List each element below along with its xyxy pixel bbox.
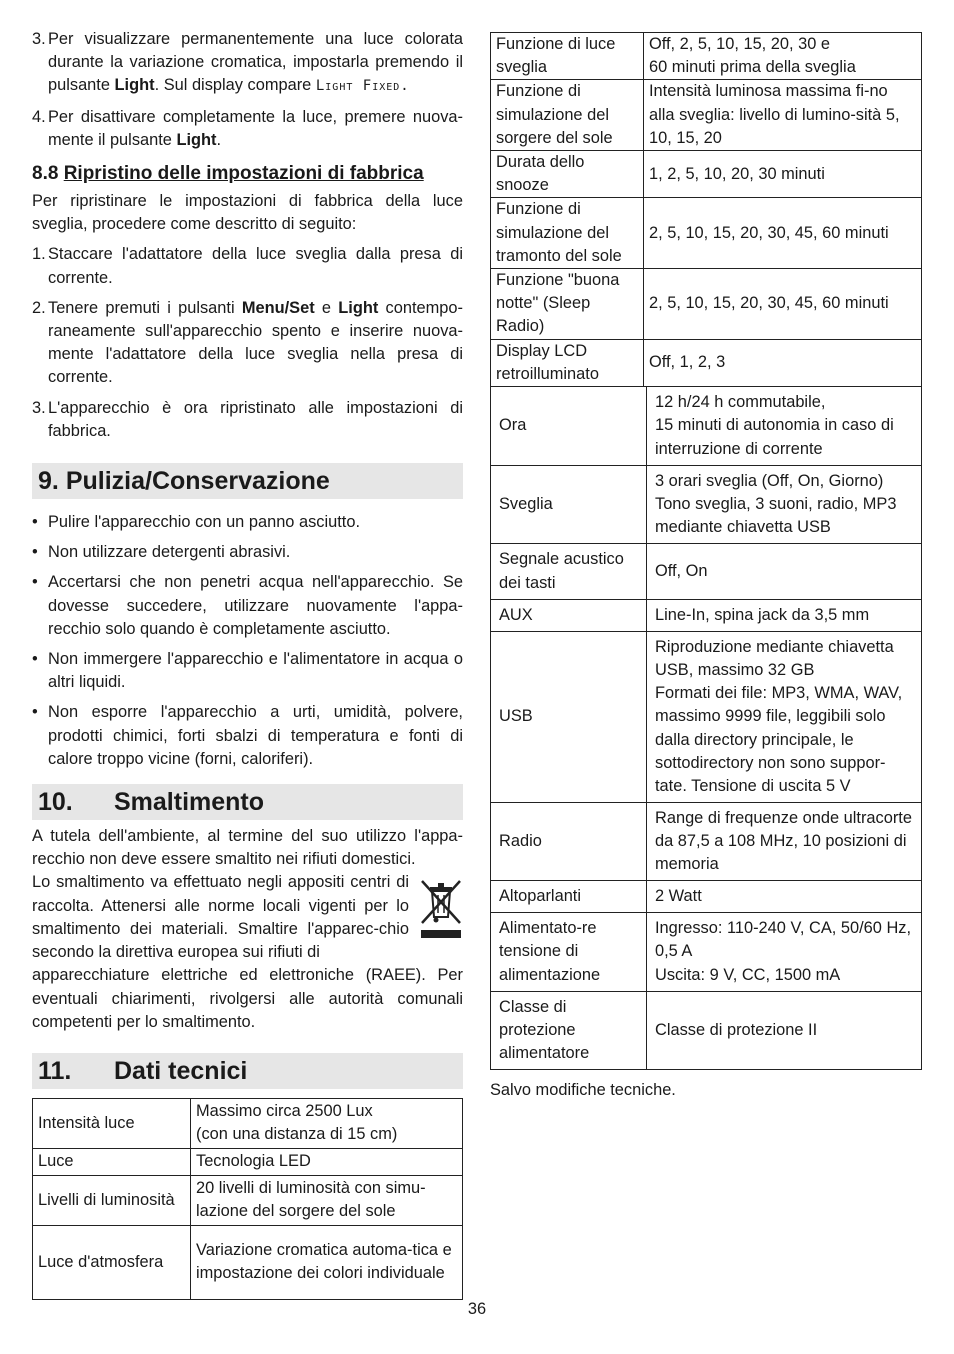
table-row: Radio Range di frequenze onde ultracorte da 87,5 a 108 MHz, 10 posizioni di memoria (491, 803, 922, 881)
list-item: 4. Per disattivare completamente la luce, premere nuova-mente il pulsante Light. (32, 106, 463, 152)
cleaning-bullets (32, 511, 463, 771)
page-number: 36 (467, 1300, 487, 1318)
table-row: Funzione di simulazione del tramonto del sole 2, 5, 10, 15, 20, 30, 45, 60 minuti (491, 198, 922, 269)
disposal-block (32, 871, 463, 964)
table-row: Intensità luce Massimo circa 2500 Lux (con una distanza di 15 cm) (33, 1098, 463, 1148)
table-row: Durata dello snooze 1, 2, 5, 10, 20, 30 minuti (491, 151, 922, 198)
tech-data-table-left (32, 1098, 463, 1300)
table-row: Alimentato-re tensione di alimentazione Ingresso: 110-240 V, CA, 50/60 Hz, 0,5 A Uscita: 9 V, CC, 1500 mA (491, 913, 922, 992)
section-8-8-heading: 8.8 Ripristino delle impostazioni di fabbrica (32, 163, 424, 185)
list-item: • Accertarsi che non penetri acqua nell'apparecchio. Se dovesse succedere, utilizzare nuovamente l'appa-recchio solo quando è completamente asciutto. (32, 573, 463, 638)
table-row: Altoparlanti 2 Watt (491, 881, 922, 913)
list-item: 3. L'apparecchio è ora ripristinato alle impostazioni di fabbrica. (32, 398, 463, 440)
table-row: Luce d'atmosfera Variazione cromatica automa-tica e impostazione dei colori individuale (33, 1225, 463, 1299)
table-row: Ora 12 h/24 h commutabile, 15 minuti di autonomia in caso di interruzione di corrente (491, 387, 922, 466)
list-item: 1. Staccare l'adattatore della luce sveglia dalla presa di corrente. (32, 245, 463, 287)
table-row: Display LCD retroilluminato Off, 1, 2, 3 (491, 339, 922, 386)
item-number: 4. (32, 107, 46, 126)
table-row: Funzione "buona notte" (Sleep Radio) 2, 5, 10, 15, 20, 30, 45, 60 minuti (491, 269, 922, 340)
list-item: • Pulire l'apparecchio con un panno asciutto. (32, 513, 361, 532)
technical-changes-note: Salvo modifiche tecniche. (490, 1081, 676, 1100)
light-button-name: Light (114, 76, 155, 95)
disposal-paragraph-2a: Lo smaltimento va effettuato negli appositi centri di raccolta. Attenersi alle norme locali vigenti per lo smaltimento dei materiali. Smaltire l'apparec-chio secondo la direttiva europea sui rifiuti di (32, 873, 409, 962)
table-row: Segnale acustico dei tasti Off, On (491, 544, 922, 600)
table-row: Funzione di simulazione del sorgere del sole Intensità luminosa massima fi-no alla sveglia: livello di lumino-sità 5, 10, 15, 20 (491, 80, 922, 151)
light-steps-list (32, 28, 463, 152)
table-row: Funzione di luce sveglia Off, 2, 5, 10, 15, 20, 30 e 60 minuti prima della sveglia (491, 33, 922, 80)
table-row: AUX Line-In, spina jack da 3,5 mm (491, 600, 922, 632)
left-column (32, 28, 463, 1300)
list-item: • Non esporre l'apparecchio a urti, umidità, polvere, prodotti chimici, forti sbalzi di temperatura e fonti di calore troppo vicine (forni, caloriferi). (32, 703, 463, 768)
section-11-heading: 11. Dati tecnici (32, 1053, 463, 1089)
lcd-display-text: Light Fixed. (315, 78, 410, 95)
weee-crossed-bin-icon (419, 877, 463, 939)
tech-data-table-right-2 (490, 386, 922, 1070)
disposal-paragraph-2b: apparecchiature elettriche ed elettroniche (RAEE). Per eventuali chiarimenti, rivolgersi alle autorità comunali competenti per lo smaltimento. (32, 966, 463, 1031)
disposal-paragraph-1: A tutela dell'ambiente, al termine del suo utilizzo l'appa-recchio non deve essere smaltito nei rifiuti domestici. (32, 827, 463, 869)
right-column (490, 32, 922, 1102)
table-row: USB Riproduzione mediante chiavetta USB, massimo 32 GB Formati dei file: MP3, WMA, WAV, massimo 9999 file, leggibili solo dalla directory principale, le sottodirectory non sono suppor-tate. Tensione di uscita 5 V (491, 632, 922, 803)
section-10-heading: 10. Smaltimento (32, 784, 463, 820)
table-row: Luce Tecnologia LED (33, 1148, 463, 1175)
list-item: 3. Per visualizzare permanentemente una luce colorata durante la variazione cromatica, impostarla premendo il pulsante Light. Sul display compare Light Fixed. (32, 28, 463, 99)
item-number: 3. (32, 30, 46, 48)
table-row: Sveglia 3 orari sveglia (Off, On, Giorno) Tono sveglia, 3 suoni, radio, MP3 mediante chiavetta USB (491, 466, 922, 544)
table-row: Livelli di luminosità 20 livelli di luminosità con simu-lazione del sorgere del sole (33, 1175, 463, 1225)
light-button-name: Light (176, 130, 217, 149)
section-9-heading: 9. Pulizia/Conservazione (32, 463, 463, 499)
list-item: • Non immergere l'apparecchio e l'alimentatore in acqua o altri liquidi. (32, 650, 463, 692)
list-item: • Non utilizzare detergenti abrasivi. (32, 543, 291, 562)
table-row: Classe di protezione alimentatore Classe di protezione II (491, 992, 922, 1070)
reset-intro: Per ripristinare le impostazioni di fabbrica della luce sveglia, procedere come descritto di seguito: (32, 192, 463, 234)
list-item: 2. Tenere premuti i pulsanti Menu/Set e Light contempo-raneamente sull'apparecchio spento e inserire nuova-mente l'adattatore della luce sveglia nella presa di corrente. (32, 298, 463, 387)
reset-steps-list (32, 243, 463, 443)
tech-data-table-right (490, 32, 922, 387)
